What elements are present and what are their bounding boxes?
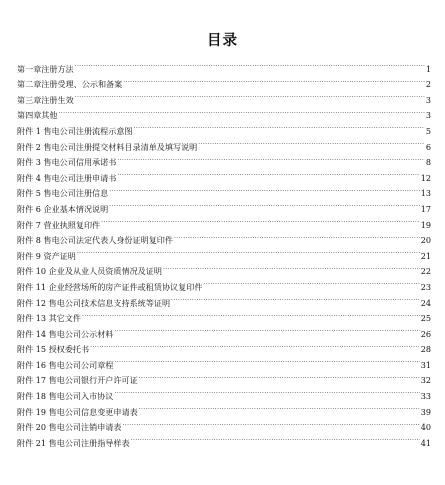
toc-entry-label: 第四章其他 <box>17 110 58 121</box>
toc-entry-label: 附件 9 资产证明 <box>17 250 76 261</box>
toc-entry-page: 23 <box>420 281 431 292</box>
toc-entry-page: 21 <box>420 250 431 261</box>
dot-leader <box>101 212 420 228</box>
table-of-contents <box>17 56 431 446</box>
toc-entry-page: 22 <box>420 266 431 277</box>
dot-leader <box>117 165 419 181</box>
dot-leader <box>82 306 420 322</box>
toc-entry-page: 19 <box>420 219 431 230</box>
toc-entry-page: 24 <box>420 297 431 308</box>
toc-entry-label: 附件 14 售电公司公示材料 <box>17 328 114 339</box>
toc-entry-label: 附件 2 售电公司注册提交材料目录清单及填写说明 <box>17 141 198 152</box>
toc-entry-label: 附件 10 企业及从业人员资质情况及证明 <box>17 266 162 277</box>
toc-entry-page: 28 <box>420 344 431 355</box>
toc-entry-label: 附件 15 授权委托书 <box>17 344 90 355</box>
toc-entry-page: 8 <box>425 157 431 168</box>
toc-entry-label: 附件 7 营业执照复印件 <box>17 219 101 230</box>
toc-entry-page: 13 <box>420 188 431 199</box>
toc-entry-page: 25 <box>420 313 431 324</box>
toc-entry-label: 附件 20 售电公司注销申请表 <box>17 422 122 433</box>
dot-leader <box>134 118 425 134</box>
dot-leader <box>131 430 420 446</box>
dot-leader <box>109 196 419 212</box>
dot-leader <box>198 134 425 150</box>
toc-entry-page: 3 <box>425 94 431 105</box>
toc-entry-page: 5 <box>425 125 431 136</box>
toc-entry-page: 32 <box>420 375 431 386</box>
toc-entry-label: 附件 3 售电公司信用承诺书 <box>17 157 117 168</box>
toc-entry-page: 2 <box>425 79 431 90</box>
toc-entry-page: 40 <box>420 422 431 433</box>
toc-entry-page: 33 <box>420 391 431 402</box>
toc-entry-label: 附件 17 售电公司银行开户许可证 <box>17 375 138 386</box>
dot-leader <box>75 56 425 72</box>
toc-entry-page: 6 <box>425 141 431 152</box>
toc-entry-page: 39 <box>420 406 431 417</box>
toc-entry-label: 附件 5 售电公司注册信息 <box>17 188 109 199</box>
dot-leader <box>90 337 420 353</box>
dot-leader <box>139 368 420 384</box>
toc-entry-label: 第三章注册生效 <box>17 94 74 105</box>
toc-entry-label: 附件 1 售电公司注册流程示意图 <box>17 125 133 136</box>
toc-entry[interactable] <box>17 72 431 88</box>
dot-leader <box>75 87 425 103</box>
toc-entry-page: 41 <box>420 437 431 448</box>
toc-entry-page: 3 <box>425 110 431 121</box>
toc-entry-label: 附件 4 售电公司注册申请书 <box>17 172 117 183</box>
dot-leader <box>117 150 425 166</box>
dot-leader <box>123 72 425 88</box>
toc-entry[interactable] <box>17 118 431 134</box>
toc-entry[interactable] <box>17 87 431 103</box>
toc-entry-label: 附件 12 售电公司技术信息支持系统等证明 <box>17 297 171 308</box>
toc-entry-label: 附件 8 售电公司法定代表人身份证明复印件 <box>17 235 173 246</box>
toc-entry-label: 附件 19 售电公司信息变更申请表 <box>17 406 138 417</box>
dot-leader <box>122 415 419 431</box>
toc-entry[interactable] <box>17 243 431 259</box>
toc-entry[interactable] <box>17 103 431 119</box>
toc-entry-page: 1 <box>425 63 431 74</box>
toc-entry-label: 附件 18 售电公司入市协议 <box>17 391 114 402</box>
toc-entry-page: 26 <box>420 328 431 339</box>
dot-leader <box>77 243 420 259</box>
toc-entry-label: 附件 21 售电公司注册指导样表 <box>17 437 130 448</box>
toc-entry[interactable] <box>17 259 431 275</box>
toc-entry-label: 附件 16 售电公司公司章程 <box>17 359 114 370</box>
toc-entry-label: 附件 11 企业经营场所的房产证件或租赁协议复印件 <box>17 281 203 292</box>
dot-leader <box>174 228 420 244</box>
toc-entry-page: 31 <box>420 359 431 370</box>
toc-entry-label: 第一章注册方法 <box>17 63 74 74</box>
toc-entry[interactable] <box>17 56 431 72</box>
page-title: 目录 <box>207 33 238 49</box>
dot-leader <box>114 321 419 337</box>
toc-entry-page: 20 <box>420 235 431 246</box>
toc-entry-label: 附件 13 其它文件 <box>17 313 82 324</box>
dot-leader <box>139 399 420 415</box>
toc-entry-label: 第二章注册受理、公示和备案 <box>17 79 123 90</box>
toc-entry-page: 17 <box>420 203 431 214</box>
dot-leader <box>114 383 419 399</box>
dot-leader <box>58 103 424 119</box>
toc-entry-label: 附件 6 企业基本情况说明 <box>17 203 109 214</box>
dot-leader <box>203 274 419 290</box>
dot-leader <box>109 181 419 197</box>
dot-leader <box>114 352 419 368</box>
dot-leader <box>163 259 420 275</box>
toc-entry-page: 12 <box>420 172 431 183</box>
dot-leader <box>171 290 420 306</box>
